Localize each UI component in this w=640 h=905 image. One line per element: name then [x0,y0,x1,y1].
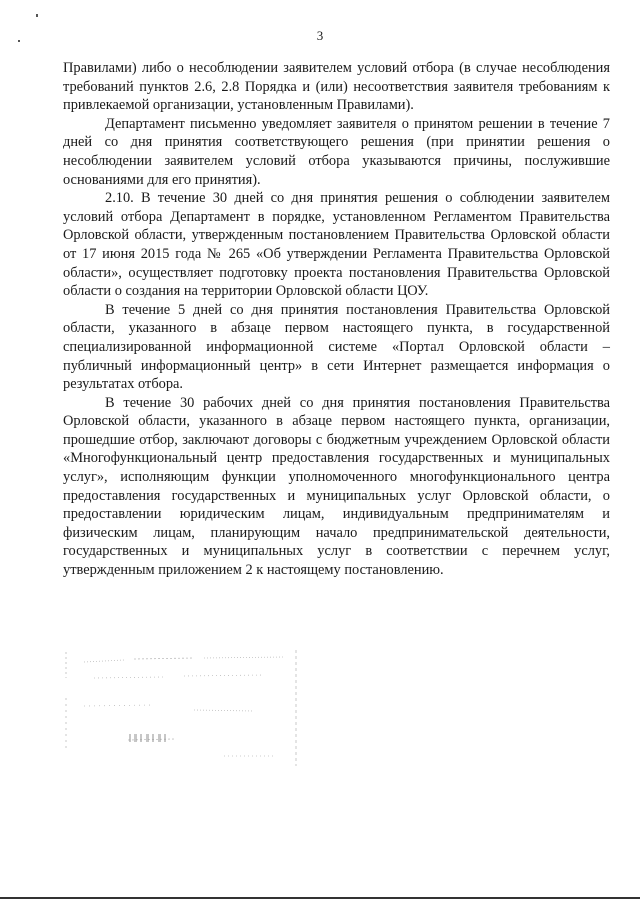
faded-stamp [64,648,300,768]
page-number: 3 [316,28,324,43]
bottom-edge-line [0,897,640,899]
scan-mark [36,14,38,17]
paragraph: В течение 5 дней со дня принятия постановления Правительства Орловской области, указанного в абзаце первом настоящего пункта, в государственной специализированной информационной системе «Портал Орловской области – публичный информационный центр» в сети Интернет размещается информация о результатах отбора. [63,301,610,393]
paragraph: В течение 30 рабочих дней со дня принятия постановления Правительства Орловской области, указанного в абзаце первом настоящего пункта, организации, прошедшие отбор, заключают договоры с бюджетным учреждением Орловской области «Многофункциональный центр предоставления государственных и муниципальных услуг», исполняющим функции уполномоченного многофункционального центра предоставления государственных и муниципальных услуг Орловской области, о предоставлении юридическим лицам, индивидуальным предпринимателям и физическим лицам, планирующим начало предпринимательской деятельности, государственных и муниципальных услуг в соответствии с перечнем услуг, утвержденным приложением 2 к настоящему постановлению. [63,394,610,579]
paragraph: 2.10. В течение 30 дней со дня принятия решения о соблюдении заявителем условий отбора Департамент в порядке, установленном Регламентом Правительства Орловской области, утвержденным постановлением Правительства Орловской области от 17 июня 2015 года № 265 «Об утверждении Регламента Правительства Орловской области», осуществляет подготовку проекта постановления Правительства Орловской области о создания на территории Орловской области ЦОУ. [63,190,610,300]
paragraph: Правилами) либо о несоблюдении заявителем условий отбора (в случае несоблюдения требований пунктов 2.6, 2.8 Порядка и (или) несоответствия заявителя требованиям к привлекаемой организации, установленным Правилами). [63,60,610,114]
paragraph: Департамент письменно уведомляет заявителя о принятом решении в течение 7 дней со дня принятия соответствующего решения (при принятии решения о несоблюдении заявителем условий отбора указываются причины, послужившие основаниями для его принятия). [63,115,610,188]
document-body [63,59,610,580]
